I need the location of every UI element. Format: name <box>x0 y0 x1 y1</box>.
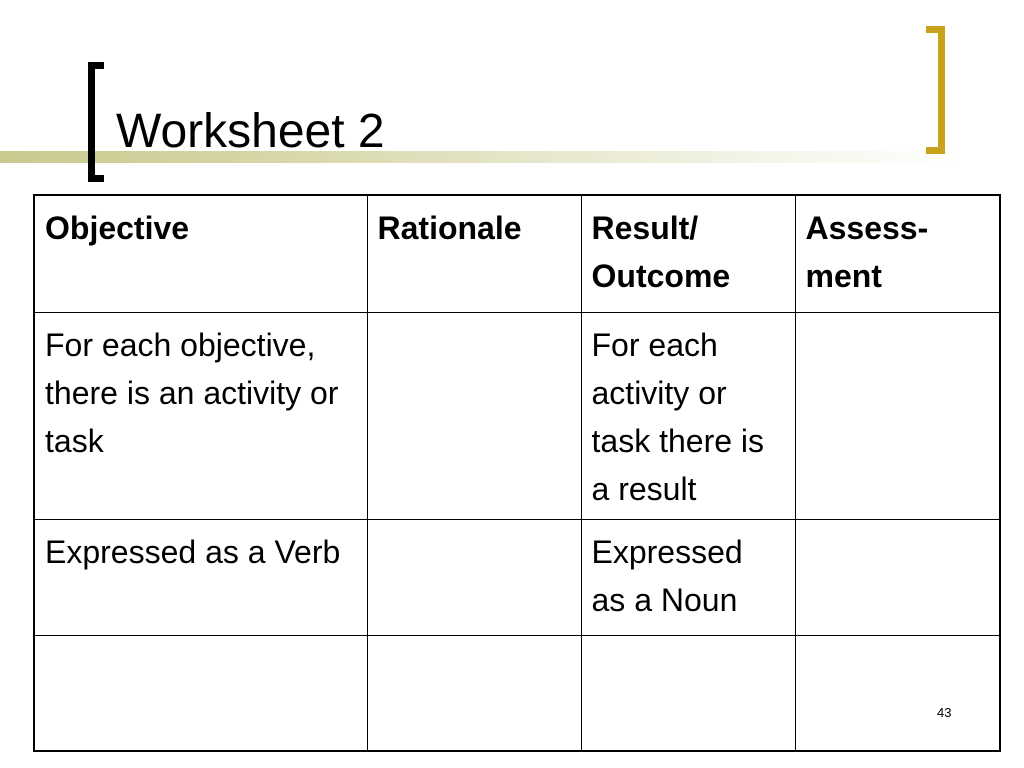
table-cell <box>795 635 1000 751</box>
table-cell <box>795 519 1000 635</box>
header-result-outcome <box>581 195 795 312</box>
table-row <box>34 635 1000 751</box>
header-rationale <box>367 195 581 312</box>
table-row <box>34 312 1000 519</box>
right-bracket-decoration <box>926 26 945 154</box>
header-ment-label: ment <box>805 258 882 294</box>
left-bracket-decoration <box>88 62 104 182</box>
table-cell: Expressed as a Verb <box>34 519 367 635</box>
slide-title: Worksheet 2 <box>116 105 385 158</box>
worksheet-table <box>33 194 1001 752</box>
table-cell: For each objective, there is an activity or task <box>34 312 367 519</box>
header-objective <box>34 195 367 312</box>
table-cell <box>367 635 581 751</box>
header-objective-label: Objective <box>45 210 190 246</box>
page-number: 43 <box>937 705 952 720</box>
header-outcome-label: Outcome <box>591 258 731 294</box>
header-assess-label: Assess- <box>805 210 929 246</box>
header-assessment <box>795 195 1000 312</box>
table-cell <box>34 635 367 751</box>
table-cell <box>795 312 1000 519</box>
table-cell: Expressed as a Noun <box>581 519 795 635</box>
header-rationale-label: Rationale <box>377 210 522 246</box>
table-cell <box>367 312 581 519</box>
table-cell <box>367 519 581 635</box>
table-header-row <box>34 195 1000 312</box>
table-row <box>34 519 1000 635</box>
table-cell: For each activity or task there is a result <box>581 312 795 519</box>
table-cell <box>581 635 795 751</box>
header-result-label: Result/ <box>591 210 699 246</box>
